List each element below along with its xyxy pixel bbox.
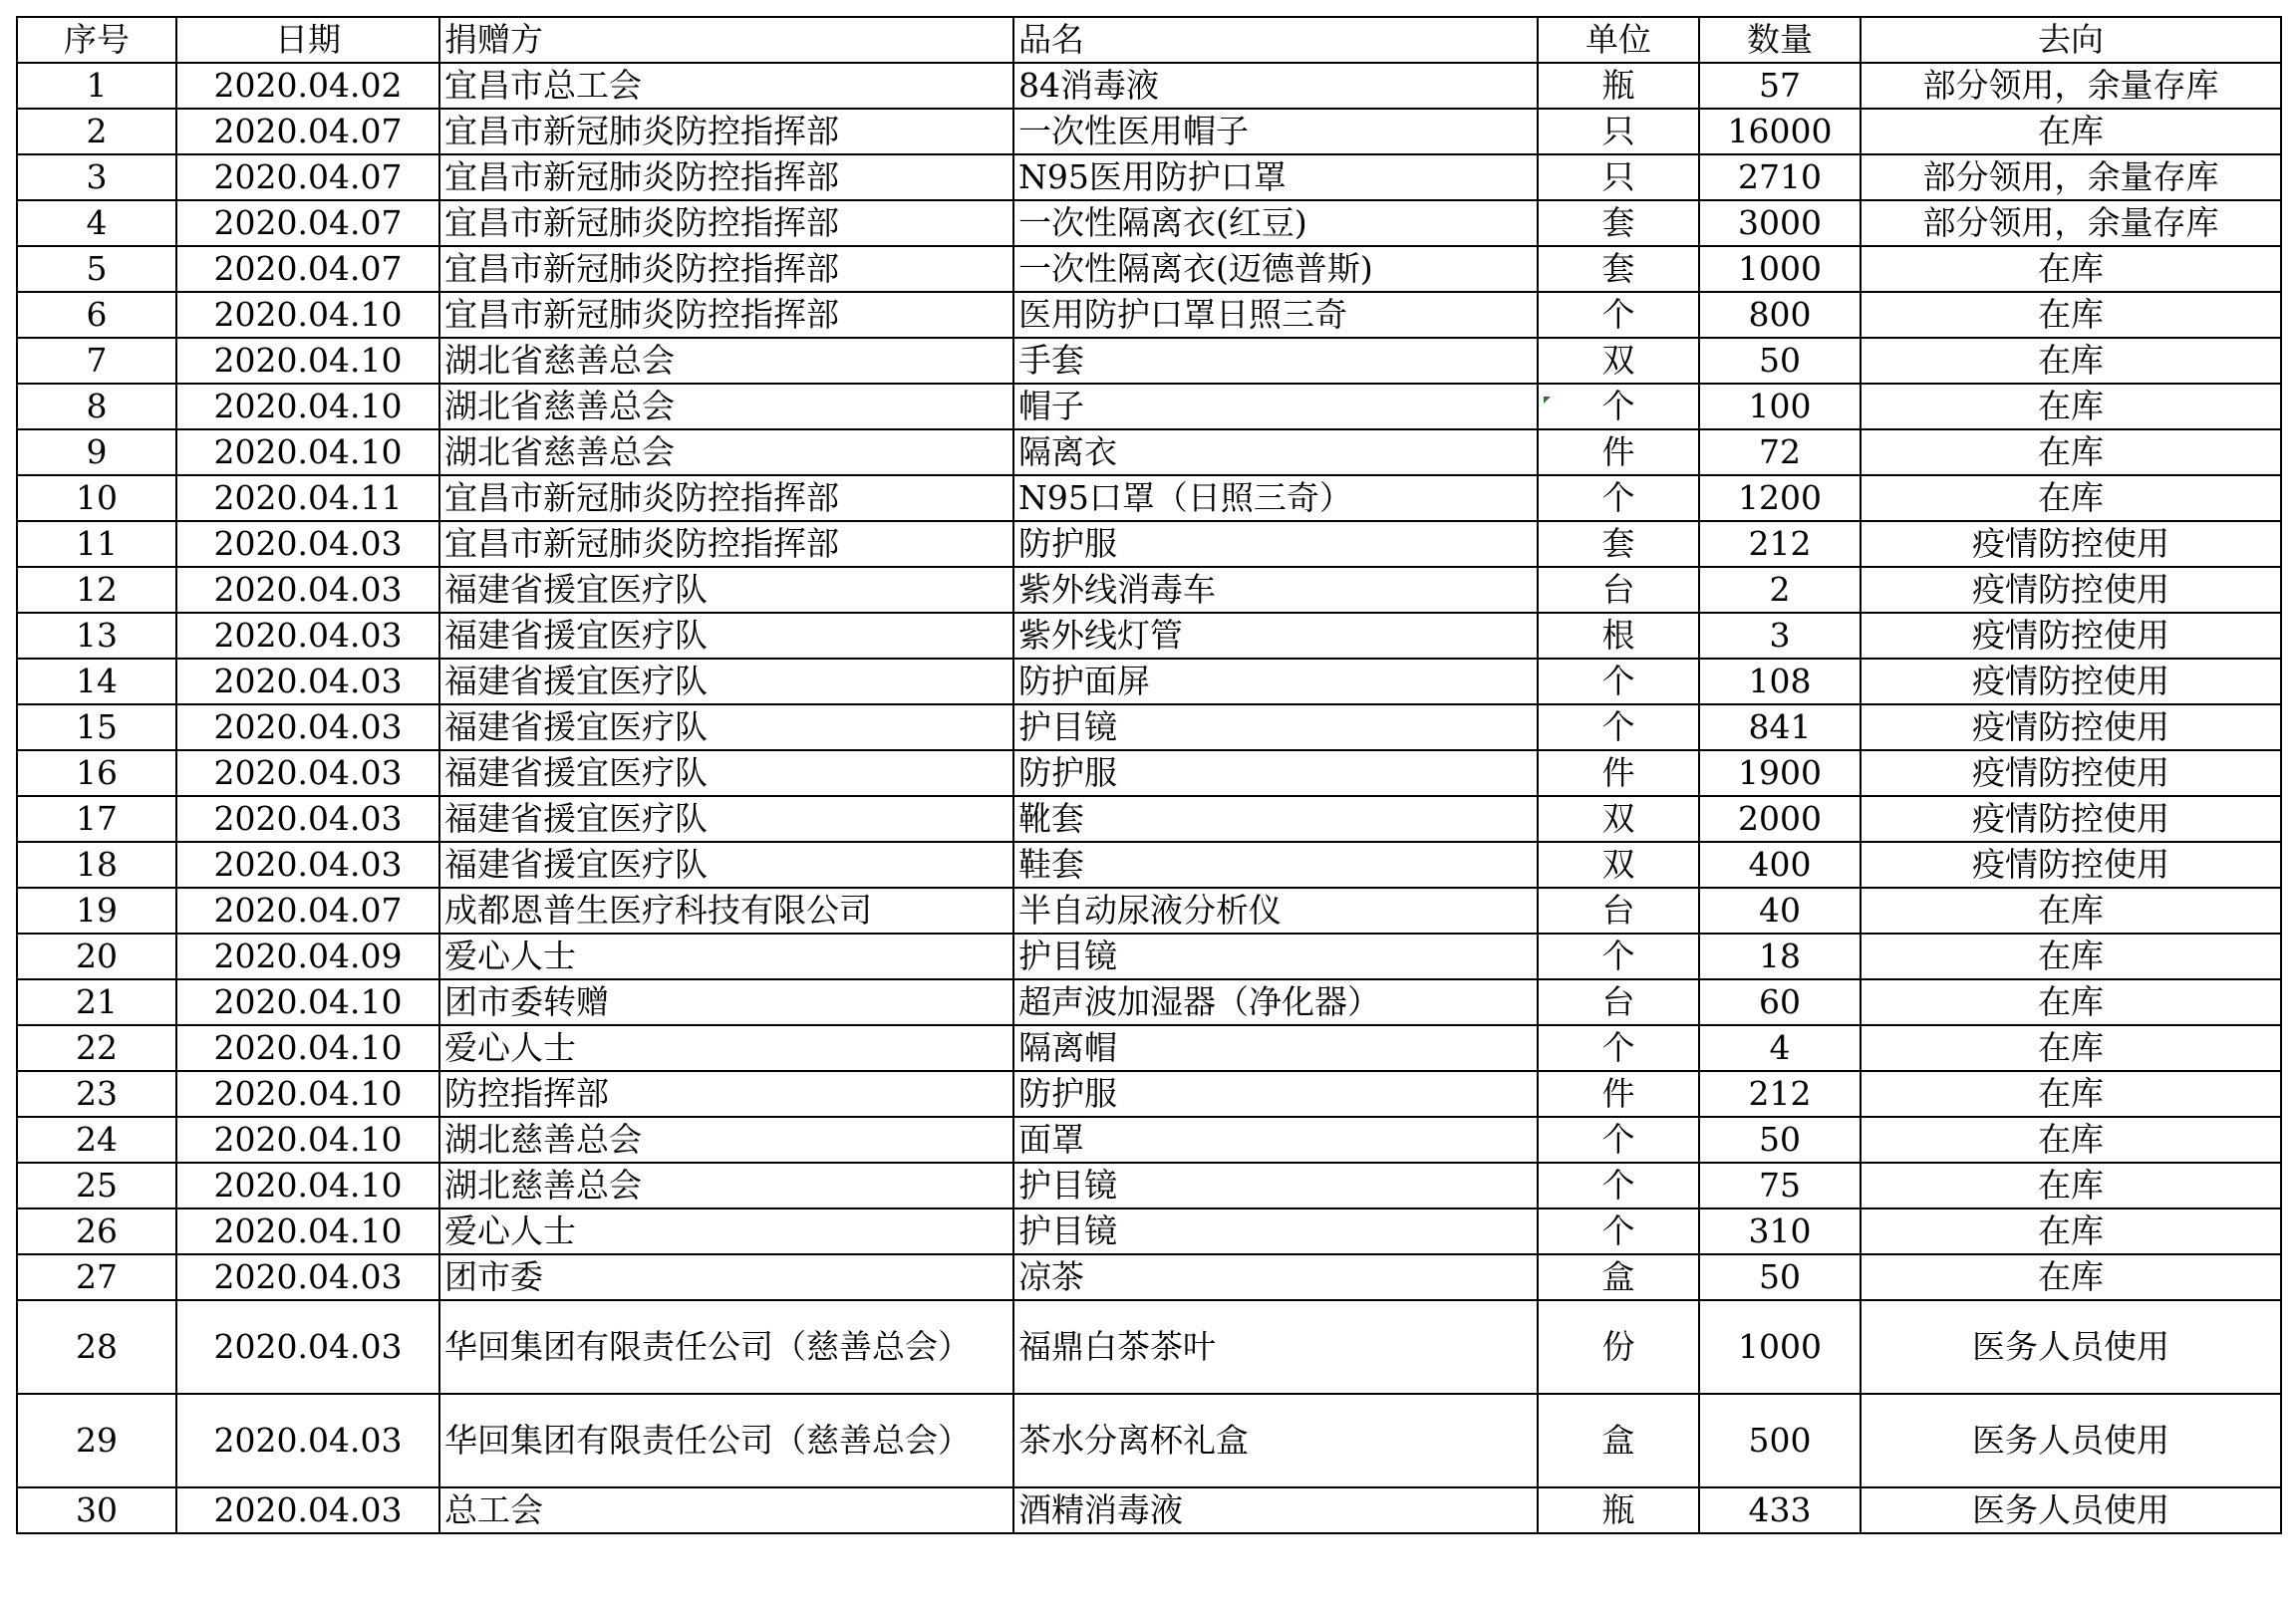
cell-date[interactable]: 2020.04.03 [176, 704, 439, 750]
cell-date[interactable]: 2020.04.10 [176, 1117, 439, 1163]
cell-unit[interactable]: 件 [1538, 1071, 1699, 1117]
cell-quantity[interactable]: 75 [1699, 1163, 1861, 1208]
cell-destination[interactable]: 在库 [1861, 1071, 2281, 1117]
cell-destination[interactable]: 疫情防控使用 [1861, 796, 2281, 842]
cell-date[interactable]: 2020.04.03 [176, 1394, 439, 1487]
cell-unit[interactable]: 双 [1538, 842, 1699, 888]
cell-date[interactable]: 2020.04.03 [176, 521, 439, 567]
cell-index[interactable]: 21 [17, 979, 176, 1025]
cell-date[interactable]: 2020.04.10 [176, 1025, 439, 1071]
cell-index[interactable]: 8 [17, 384, 176, 429]
cell-index[interactable]: 18 [17, 842, 176, 888]
cell-donor[interactable]: 湖北省慈善总会 [439, 338, 1013, 384]
cell-index[interactable]: 28 [17, 1300, 176, 1394]
cell-item-name[interactable]: 紫外线消毒车 [1013, 567, 1538, 613]
table-row [17, 475, 2281, 521]
cell-donor[interactable]: 湖北慈善总会 [439, 1163, 1013, 1208]
header-item-name[interactable]: 品名 [1013, 17, 1538, 63]
cell-index[interactable]: 14 [17, 659, 176, 704]
cell-destination[interactable]: 在库 [1861, 1117, 2281, 1163]
header-index[interactable]: 序号 [17, 17, 176, 63]
cell-unit[interactable]: 份 [1538, 1300, 1699, 1394]
cell-index[interactable]: 24 [17, 1117, 176, 1163]
cell-unit[interactable]: 个 [1538, 659, 1699, 704]
cell-item-name[interactable]: 护目镜 [1013, 704, 1538, 750]
donation-table [16, 16, 2282, 1534]
cell-donor[interactable]: 宜昌市新冠肺炎防控指挥部 [439, 109, 1013, 154]
cell-index[interactable]: 10 [17, 475, 176, 521]
cell-unit[interactable]: 双 [1538, 338, 1699, 384]
cell-index[interactable]: 11 [17, 521, 176, 567]
table-row [17, 704, 2281, 750]
cell-destination[interactable]: 在库 [1861, 338, 2281, 384]
cell-date[interactable]: 2020.04.07 [176, 154, 439, 200]
table-row [17, 1487, 2281, 1533]
cell-item-name[interactable]: 隔离衣 [1013, 429, 1538, 475]
cell-date[interactable]: 2020.04.10 [176, 1208, 439, 1254]
cell-unit[interactable]: 根 [1538, 613, 1699, 659]
cell-date[interactable]: 2020.04.10 [176, 292, 439, 338]
cell-item-name[interactable]: 防护服 [1013, 1071, 1538, 1117]
cell-unit[interactable]: 盒 [1538, 1254, 1699, 1300]
cell-date[interactable]: 2020.04.07 [176, 200, 439, 246]
cell-date[interactable]: 2020.04.10 [176, 1071, 439, 1117]
cell-unit[interactable]: 个 [1538, 1025, 1699, 1071]
cell-index[interactable]: 30 [17, 1487, 176, 1533]
cell-quantity[interactable]: 1000 [1699, 1300, 1861, 1394]
cell-quantity[interactable]: 800 [1699, 292, 1861, 338]
cell-donor[interactable]: 团市委转赠 [439, 979, 1013, 1025]
table-row [17, 613, 2281, 659]
cell-index[interactable]: 15 [17, 704, 176, 750]
cell-date[interactable]: 2020.04.03 [176, 659, 439, 704]
table-row [17, 1208, 2281, 1254]
cell-date[interactable]: 2020.04.03 [176, 1300, 439, 1394]
cell-quantity[interactable]: 50 [1699, 1254, 1861, 1300]
cell-index[interactable]: 17 [17, 796, 176, 842]
cell-donor[interactable]: 团市委 [439, 1254, 1013, 1300]
cell-quantity[interactable]: 1200 [1699, 475, 1861, 521]
cell-quantity[interactable]: 4 [1699, 1025, 1861, 1071]
cell-quantity[interactable]: 212 [1699, 1071, 1861, 1117]
cell-destination[interactable]: 在库 [1861, 384, 2281, 429]
cell-unit[interactable]: 双 [1538, 796, 1699, 842]
cell-date[interactable]: 2020.04.07 [176, 246, 439, 292]
cell-item-name[interactable]: 医用防护口罩日照三奇 [1013, 292, 1538, 338]
cell-item-name[interactable]: 茶水分离杯礼盒 [1013, 1394, 1538, 1487]
cell-quantity[interactable]: 40 [1699, 888, 1861, 934]
cell-destination[interactable]: 在库 [1861, 475, 2281, 521]
cell-donor[interactable]: 成都恩普生医疗科技有限公司 [439, 888, 1013, 934]
cell-unit[interactable]: 个 [1538, 1117, 1699, 1163]
cell-item-name[interactable]: 防护服 [1013, 750, 1538, 796]
cell-destination[interactable]: 疫情防控使用 [1861, 613, 2281, 659]
cell-quantity[interactable]: 100 [1699, 384, 1861, 429]
cell-date[interactable]: 2020.04.11 [176, 475, 439, 521]
cell-item-name[interactable]: 防护面屏 [1013, 659, 1538, 704]
cell-destination[interactable]: 部分领用，余量存库 [1861, 154, 2281, 200]
cell-destination[interactable]: 在库 [1861, 1163, 2281, 1208]
cell-donor[interactable]: 宜昌市新冠肺炎防控指挥部 [439, 521, 1013, 567]
cell-donor[interactable]: 华回集团有限责任公司（慈善总会） [439, 1300, 1013, 1394]
cell-item-name[interactable]: 护目镜 [1013, 1163, 1538, 1208]
cell-unit[interactable]: 套 [1538, 200, 1699, 246]
table-row [17, 1300, 2281, 1394]
cell-unit[interactable]: 个 [1538, 704, 1699, 750]
header-row [17, 17, 2281, 63]
cell-destination[interactable]: 部分领用，余量存库 [1861, 200, 2281, 246]
cell-quantity[interactable]: 3000 [1699, 200, 1861, 246]
cell-destination[interactable]: 疫情防控使用 [1861, 567, 2281, 613]
header-quantity[interactable]: 数量 [1699, 17, 1861, 63]
cell-item-name[interactable]: N95医用防护口罩 [1013, 154, 1538, 200]
cell-donor[interactable]: 爱心人士 [439, 1025, 1013, 1071]
table-row [17, 1117, 2281, 1163]
cell-item-name[interactable]: 凉茶 [1013, 1254, 1538, 1300]
cell-date[interactable]: 2020.04.03 [176, 750, 439, 796]
cell-item-name[interactable]: 靴套 [1013, 796, 1538, 842]
table-row [17, 979, 2281, 1025]
cell-donor[interactable]: 爱心人士 [439, 1208, 1013, 1254]
table-row [17, 888, 2281, 934]
table-row [17, 659, 2281, 704]
cell-index[interactable]: 29 [17, 1394, 176, 1487]
cell-item-name[interactable]: N95口罩（日照三奇） [1013, 475, 1538, 521]
table-row [17, 63, 2281, 109]
cell-date[interactable]: 2020.04.03 [176, 1487, 439, 1533]
cell-destination[interactable]: 疫情防控使用 [1861, 659, 2281, 704]
cell-unit[interactable]: 个 [1538, 934, 1699, 979]
cell-unit[interactable]: 个 [1538, 1208, 1699, 1254]
cell-quantity[interactable]: 1900 [1699, 750, 1861, 796]
cell-quantity[interactable]: 3 [1699, 613, 1861, 659]
cell-destination[interactable]: 医务人员使用 [1861, 1300, 2281, 1394]
table-row [17, 1394, 2281, 1487]
cell-date[interactable]: 2020.04.10 [176, 338, 439, 384]
cell-item-name[interactable]: 酒精消毒液 [1013, 1487, 1538, 1533]
cell-item-name[interactable]: 防护服 [1013, 521, 1538, 567]
header-destination[interactable]: 去向 [1861, 17, 2281, 63]
cell-donor[interactable]: 福建省援宜医疗队 [439, 842, 1013, 888]
cell-quantity[interactable]: 18 [1699, 934, 1861, 979]
cell-quantity[interactable]: 2 [1699, 567, 1861, 613]
cell-donor[interactable]: 福建省援宜医疗队 [439, 659, 1013, 704]
cell-item-name[interactable]: 护目镜 [1013, 934, 1538, 979]
cell-unit[interactable]: 件 [1538, 429, 1699, 475]
cell-destination[interactable]: 部分领用，余量存库 [1861, 63, 2281, 109]
cell-index[interactable]: 26 [17, 1208, 176, 1254]
header-unit[interactable]: 单位 [1538, 17, 1699, 63]
cell-destination[interactable]: 在库 [1861, 888, 2281, 934]
cell-unit[interactable]: 只 [1538, 109, 1699, 154]
table-row [17, 154, 2281, 200]
cell-unit[interactable]: 瓶 [1538, 1487, 1699, 1533]
table-row [17, 338, 2281, 384]
table-row [17, 521, 2281, 567]
cell-item-name[interactable]: 隔离帽 [1013, 1025, 1538, 1071]
cell-unit[interactable]: 件 [1538, 750, 1699, 796]
cell-donor[interactable]: 宜昌市新冠肺炎防控指挥部 [439, 154, 1013, 200]
table-row [17, 842, 2281, 888]
cell-index[interactable]: 20 [17, 934, 176, 979]
cell-donor[interactable]: 福建省援宜医疗队 [439, 704, 1013, 750]
cell-date[interactable]: 2020.04.10 [176, 1163, 439, 1208]
cell-unit[interactable]: 个 [1538, 1163, 1699, 1208]
cell-quantity[interactable]: 1000 [1699, 246, 1861, 292]
cell-item-name[interactable]: 鞋套 [1013, 842, 1538, 888]
cell-date[interactable]: 2020.04.10 [176, 979, 439, 1025]
cell-destination[interactable]: 在库 [1861, 1254, 2281, 1300]
cell-index[interactable]: 1 [17, 63, 176, 109]
cell-date[interactable]: 2020.04.03 [176, 842, 439, 888]
table-row [17, 750, 2281, 796]
cell-index[interactable]: 22 [17, 1025, 176, 1071]
cell-destination[interactable]: 在库 [1861, 429, 2281, 475]
cell-item-name[interactable]: 一次性医用帽子 [1013, 109, 1538, 154]
table-row [17, 796, 2281, 842]
cell-unit[interactable]: 套 [1538, 246, 1699, 292]
cell-donor[interactable]: 宜昌市新冠肺炎防控指挥部 [439, 292, 1013, 338]
cell-item-name[interactable]: 紫外线灯管 [1013, 613, 1538, 659]
cell-donor[interactable]: 防控指挥部 [439, 1071, 1013, 1117]
cell-quantity[interactable]: 72 [1699, 429, 1861, 475]
cell-quantity[interactable]: 2710 [1699, 154, 1861, 200]
cell-destination[interactable]: 在库 [1861, 934, 2281, 979]
cell-index[interactable]: 13 [17, 613, 176, 659]
cell-quantity[interactable]: 433 [1699, 1487, 1861, 1533]
table-row [17, 429, 2281, 475]
cell-item-name[interactable]: 护目镜 [1013, 1208, 1538, 1254]
cell-destination[interactable]: 在库 [1861, 979, 2281, 1025]
cell-date[interactable]: 2020.04.10 [176, 429, 439, 475]
cell-donor[interactable]: 湖北省慈善总会 [439, 429, 1013, 475]
cell-unit[interactable]: 个 [1538, 475, 1699, 521]
cell-quantity[interactable]: 50 [1699, 1117, 1861, 1163]
header-donor[interactable]: 捐赠方 [439, 17, 1013, 63]
cell-destination[interactable]: 在库 [1861, 292, 2281, 338]
cell-destination[interactable]: 疫情防控使用 [1861, 842, 2281, 888]
cell-donor[interactable]: 宜昌市新冠肺炎防控指挥部 [439, 246, 1013, 292]
cell-unit[interactable]: 只 [1538, 154, 1699, 200]
table-row [17, 384, 2281, 429]
cell-destination[interactable]: 疫情防控使用 [1861, 704, 2281, 750]
cell-donor[interactable]: 总工会 [439, 1487, 1013, 1533]
table-row [17, 567, 2281, 613]
cell-destination[interactable]: 疫情防控使用 [1861, 521, 2281, 567]
cell-date[interactable]: 2020.04.10 [176, 384, 439, 429]
cell-destination[interactable]: 疫情防控使用 [1861, 750, 2281, 796]
cell-donor[interactable]: 福建省援宜医疗队 [439, 796, 1013, 842]
cell-unit[interactable]: 瓶 [1538, 63, 1699, 109]
table-row [17, 109, 2281, 154]
cell-unit[interactable]: 台 [1538, 567, 1699, 613]
cell-destination[interactable]: 医务人员使用 [1861, 1487, 2281, 1533]
cell-index[interactable]: 4 [17, 200, 176, 246]
header-date[interactable]: 日期 [176, 17, 439, 63]
cell-destination[interactable]: 在库 [1861, 1025, 2281, 1071]
table-row [17, 1071, 2281, 1117]
cell-item-name[interactable]: 手套 [1013, 338, 1538, 384]
cell-donor[interactable]: 爱心人士 [439, 934, 1013, 979]
cell-index[interactable]: 9 [17, 429, 176, 475]
cell-quantity[interactable]: 841 [1699, 704, 1861, 750]
cell-index[interactable]: 12 [17, 567, 176, 613]
cell-quantity[interactable]: 108 [1699, 659, 1861, 704]
table-row [17, 292, 2281, 338]
cell-index[interactable]: 25 [17, 1163, 176, 1208]
cell-unit[interactable]: 台 [1538, 979, 1699, 1025]
cell-quantity[interactable]: 60 [1699, 979, 1861, 1025]
cell-unit[interactable]: 个 [1538, 384, 1699, 429]
cell-item-name[interactable]: 帽子 [1013, 384, 1538, 429]
cell-date[interactable]: 2020.04.03 [176, 613, 439, 659]
cell-marker [1544, 397, 1551, 403]
cell-quantity[interactable]: 400 [1699, 842, 1861, 888]
cell-quantity[interactable]: 310 [1699, 1208, 1861, 1254]
cell-destination[interactable]: 在库 [1861, 1208, 2281, 1254]
cell-index[interactable]: 6 [17, 292, 176, 338]
cell-donor[interactable]: 华回集团有限责任公司（慈善总会） [439, 1394, 1013, 1487]
cell-item-name[interactable]: 一次性隔离衣(红豆) [1013, 200, 1538, 246]
cell-date[interactable]: 2020.04.02 [176, 63, 439, 109]
table-row [17, 1025, 2281, 1071]
cell-donor[interactable]: 宜昌市新冠肺炎防控指挥部 [439, 475, 1013, 521]
cell-unit[interactable]: 盒 [1538, 1394, 1699, 1487]
cell-destination[interactable]: 医务人员使用 [1861, 1394, 2281, 1487]
table-row [17, 1254, 2281, 1300]
cell-index[interactable]: 16 [17, 750, 176, 796]
cell-donor[interactable]: 湖北慈善总会 [439, 1117, 1013, 1163]
cell-quantity[interactable]: 500 [1699, 1394, 1861, 1487]
cell-item-name[interactable]: 面罩 [1013, 1117, 1538, 1163]
table-row [17, 200, 2281, 246]
cell-donor[interactable]: 湖北省慈善总会 [439, 384, 1013, 429]
cell-date[interactable]: 2020.04.09 [176, 934, 439, 979]
cell-quantity[interactable]: 16000 [1699, 109, 1861, 154]
cell-item-name[interactable]: 84消毒液 [1013, 63, 1538, 109]
cell-index[interactable]: 5 [17, 246, 176, 292]
table-row [17, 246, 2281, 292]
cell-date[interactable]: 2020.04.07 [176, 888, 439, 934]
table-row [17, 934, 2281, 979]
cell-item-name[interactable]: 一次性隔离衣(迈德普斯) [1013, 246, 1538, 292]
cell-date[interactable]: 2020.04.03 [176, 567, 439, 613]
cell-quantity[interactable]: 212 [1699, 521, 1861, 567]
cell-index[interactable]: 2 [17, 109, 176, 154]
table-row [17, 1163, 2281, 1208]
cell-destination[interactable]: 在库 [1861, 109, 2281, 154]
cell-donor[interactable]: 福建省援宜医疗队 [439, 613, 1013, 659]
cell-index[interactable]: 3 [17, 154, 176, 200]
cell-quantity[interactable]: 57 [1699, 63, 1861, 109]
cell-index[interactable]: 27 [17, 1254, 176, 1300]
cell-index[interactable]: 23 [17, 1071, 176, 1117]
cell-destination[interactable]: 在库 [1861, 246, 2281, 292]
cell-index[interactable]: 19 [17, 888, 176, 934]
cell-date[interactable]: 2020.04.03 [176, 1254, 439, 1300]
cell-index[interactable]: 7 [17, 338, 176, 384]
cell-donor[interactable]: 宜昌市总工会 [439, 63, 1013, 109]
cell-quantity[interactable]: 2000 [1699, 796, 1861, 842]
cell-quantity[interactable]: 50 [1699, 338, 1861, 384]
cell-unit[interactable]: 台 [1538, 888, 1699, 934]
cell-unit[interactable]: 个 [1538, 292, 1699, 338]
cell-unit[interactable]: 套 [1538, 521, 1699, 567]
cell-item-name[interactable]: 超声波加湿器（净化器） [1013, 979, 1538, 1025]
cell-date[interactable]: 2020.04.03 [176, 796, 439, 842]
cell-item-name[interactable]: 半自动尿液分析仪 [1013, 888, 1538, 934]
cell-item-name[interactable]: 福鼎白茶茶叶 [1013, 1300, 1538, 1394]
cell-date[interactable]: 2020.04.07 [176, 109, 439, 154]
cell-donor[interactable]: 福建省援宜医疗队 [439, 567, 1013, 613]
cell-donor[interactable]: 宜昌市新冠肺炎防控指挥部 [439, 200, 1013, 246]
cell-donor[interactable]: 福建省援宜医疗队 [439, 750, 1013, 796]
